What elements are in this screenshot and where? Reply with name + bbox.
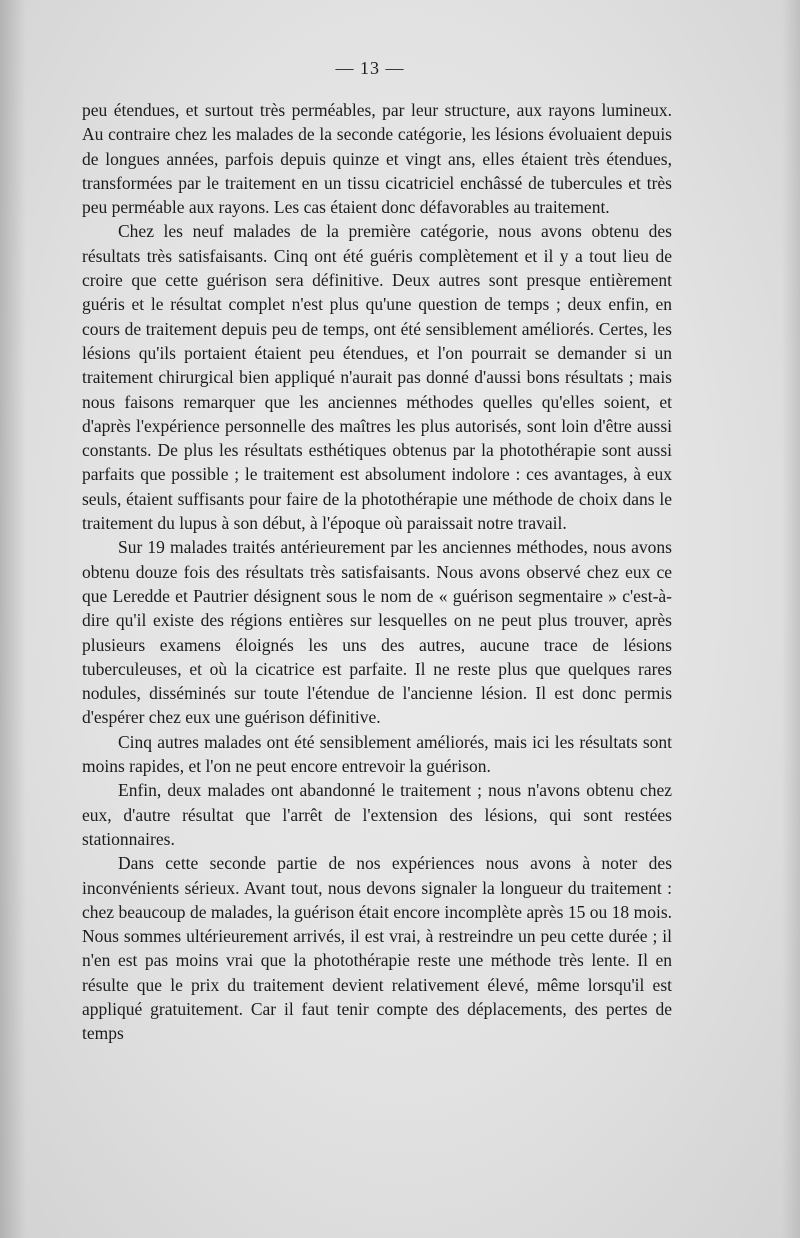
paragraph-1: peu étendues, et surtout très perméables, par leur structure, aux rayons lumineux. Au contraire chez les malades de la seconde catégorie, les lésions évoluaient depuis de longues années, parfois depuis quinze et vingt ans, elles étaient très étendues, transformées par le traitement en un tissu cicatriciel enchâssé de tubercules et très peu perméable aux rayons. Les cas étaient donc défavorables au traitement.	[82, 100, 672, 218]
paragraph-6: Dans cette seconde partie de nos expériences nous avons à noter des inconvénients sérieux. Avant tout, nous devons signaler la longueur du traitement : chez beaucoup de malades, la guérison était encore incomplète après 15 ou 18 mois. Nous sommes ultérieurement arrivés, il est vrai, à restreindre un peu cette durée ; il n'en est pas moins vrai que la photothérapie reste une méthode très lente. Il en résulte que le prix du traitement devient relativement élevé, même lorsqu'il est appliqué gratuitement. Car il faut tenir compte des déplacements, des pertes de temps	[82, 853, 672, 1044]
paragraph-4: Cinq autres malades ont été sensiblement améliorés, mais ici les résultats sont moins rapides, et l'on ne peut encore entrevoir la guérison.	[82, 731, 672, 777]
page-number: — 13 —	[335, 58, 405, 78]
paragraph-3: Sur 19 malades traités antérieurement par les anciennes méthodes, nous avons obtenu douze fois des résultats très satisfaisants. Nous avons observé chez eux ce que Leredde et Pautrier désignent sous le nom de « guérison segmentaire » c'est-à-dire qu'il existe des régions entières sur lesquelles on ne peut plus trouver, après plusieurs examens éloignés les uns des autres, aucune trace de lésions tuberculeuses, et où la cicatrice est parfaite. Il ne reste plus que quelques rares nodules, disséminés sur toute l'étendue de l'ancienne lésion. Il est donc permis d'espérer chez eux une guérison définitive.	[82, 537, 672, 728]
paragraph-2: Chez les neuf malades de la première catégorie, nous avons obtenu des résultats très satisfaisants. Cinq ont été guéris complètement et il y a tout lieu de croire que cette guérison sera définitive. Deux autres sont presque entièrement guéris et le résultat complet n'est plus qu'une question de temps ; deux enfin, en cours de traitement depuis peu de temps, ont été sensiblement améliorés. Certes, les lésions qu'ils portaient étaient peu étendues, et l'on pourrait se demander si un traitement chirurgical bien appliqué n'aurait pas donné d'aussi bons résultats ; mais nous faisons remarquer que les anciennes méthodes quelles qu'elles soient, et d'après l'expérience personnelle des maîtres les plus autorisés, sont loin d'être aussi constants. De plus les résultats esthétiques obtenus par la photothérapie sont aussi parfaits que possible ; le traitement est absolument indolore : ces avantages, à eux seuls, étaient suffisants pour faire de la photothérapie une méthode de choix dans le traitement du lupus à son début, à l'époque où paraissait notre travail.	[82, 221, 672, 534]
body-text	[82, 98, 672, 1046]
paragraph-5: Enfin, deux malades ont abandonné le traitement ; nous n'avons obtenu chez eux, d'autre résultat que l'arrêt de l'extension des lésions, qui sont restées stationnaires.	[82, 780, 672, 849]
